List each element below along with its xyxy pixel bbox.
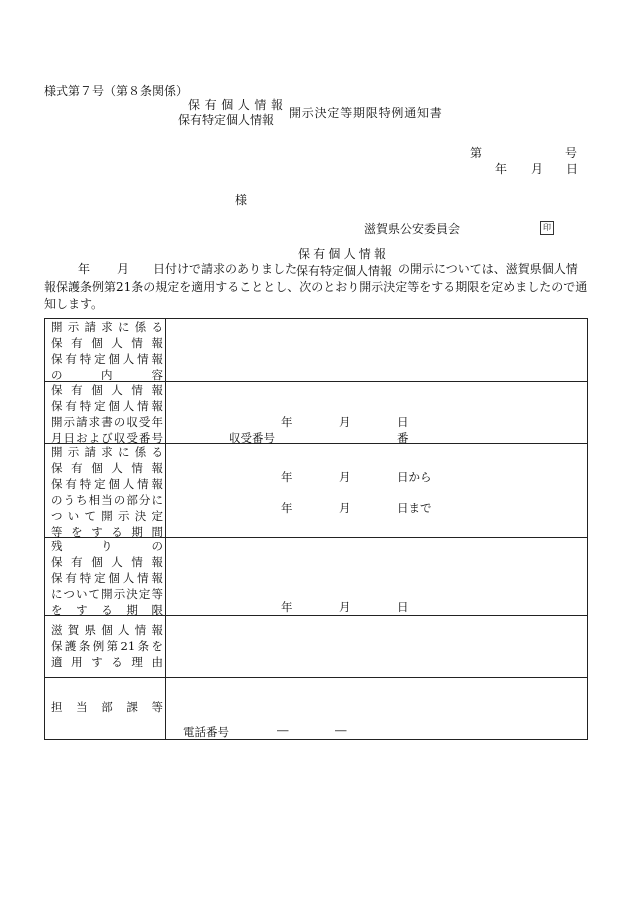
title-choice-line1: 保有個人情報 (188, 98, 288, 112)
row2-day: 日 (397, 415, 409, 429)
body-year: 年 (78, 262, 91, 276)
label-line: をする期限 (51, 603, 163, 617)
phone-dash: ― (277, 723, 289, 737)
form-number: 様式第７号（第８条関係） (44, 84, 189, 98)
issuer-name: 滋賀県公安委員会 (364, 222, 461, 236)
body-choice-line1: 保有個人情報 (298, 247, 390, 261)
body-choice-line2: 保有特定個人情報 (296, 264, 393, 278)
label-line: 開示請求に係る (51, 445, 163, 459)
label-line: 保有個人情報 (51, 461, 163, 475)
row6-label (51, 699, 163, 715)
row-divider (45, 677, 587, 678)
row2-receipt-suffix: 番 (397, 431, 409, 445)
label-line: 開示請求に係る (51, 320, 163, 334)
date-month: 月 (531, 162, 544, 176)
label-line: 担当部課等 (51, 700, 163, 714)
label-fragment: り (101, 539, 113, 553)
label-line (51, 538, 163, 554)
label-line: 適用する理由 (51, 655, 163, 669)
phone-dash: ― (335, 723, 347, 737)
label-fragment: の (51, 368, 63, 382)
row4-month: 月 (339, 600, 351, 614)
label-line: のうち相当の部分に (51, 493, 163, 507)
recipient-honorific: 様 (235, 193, 248, 207)
row5-label (51, 622, 163, 670)
row4-year: 年 (281, 600, 293, 614)
label-line (51, 367, 163, 383)
label-line: 保有個人情報 (51, 383, 163, 397)
row4-label (51, 538, 163, 618)
label-fragment: の (151, 539, 163, 553)
label-line: 保有個人情報 (51, 336, 163, 350)
row3-to-month: 月 (339, 501, 351, 515)
label-line: 保護条例第21条を (51, 639, 163, 653)
body-line3: 知します。 (44, 297, 104, 311)
column-divider (165, 319, 166, 739)
body-line2: 報保護条例第21条の規定を適用することとし、次のとおり開示決定等をする期限を定めましたので通 (44, 280, 588, 294)
label-line: 保有特定個人情報 (51, 477, 163, 491)
seal-mark: 印 (540, 221, 554, 235)
label-fragment: 容 (151, 368, 163, 382)
row3-from-day: 日から (397, 470, 432, 484)
label-line: 滋賀県個人情報 (51, 623, 163, 637)
label-fragment: 残 (51, 539, 63, 553)
title-choice-line2: 保有特定個人情報 (178, 113, 275, 127)
row3-to-year: 年 (281, 501, 293, 515)
label-line: について開示決定等 (51, 587, 163, 601)
body-date-text: 日付けで請求のありました (153, 262, 298, 276)
row2-year: 年 (281, 415, 293, 429)
doc-number-suffix: 号 (565, 146, 578, 160)
row2-month: 月 (339, 415, 351, 429)
row1-label (51, 319, 163, 383)
row4-day: 日 (397, 600, 409, 614)
label-line: 保有特定個人情報 (51, 571, 163, 585)
label-fragment: 内 (101, 368, 113, 382)
period-table (44, 318, 588, 740)
date-year: 年 (495, 162, 508, 176)
row3-from-month: 月 (339, 470, 351, 484)
doc-number-prefix: 第 (470, 146, 483, 160)
body-line1-tail: の開示については、滋賀県個人情 (398, 262, 578, 276)
label-line: 保有特定個人情報 (51, 352, 163, 366)
label-line: 開示請求書の収受年 (51, 415, 163, 429)
body-month: 月 (117, 262, 130, 276)
label-line: ついて開示決定 (51, 509, 163, 523)
title-choice (178, 98, 290, 128)
row3-from-year: 年 (281, 470, 293, 484)
row3-to-day: 日まで (397, 501, 432, 515)
row2-label (51, 382, 163, 446)
row2-receipt-label: 収受番号 (229, 431, 275, 445)
phone-label: 電話番号 (183, 725, 229, 739)
label-line: 等をする期間 (51, 525, 163, 539)
date-day: 日 (566, 162, 579, 176)
row3-label (51, 444, 163, 540)
label-line: 保有特定個人情報 (51, 399, 163, 413)
label-line: 月日および収受番号 (51, 431, 163, 445)
label-line: 保有個人情報 (51, 555, 163, 569)
document-title: 開示決定等期限特例通知書 (289, 106, 443, 120)
